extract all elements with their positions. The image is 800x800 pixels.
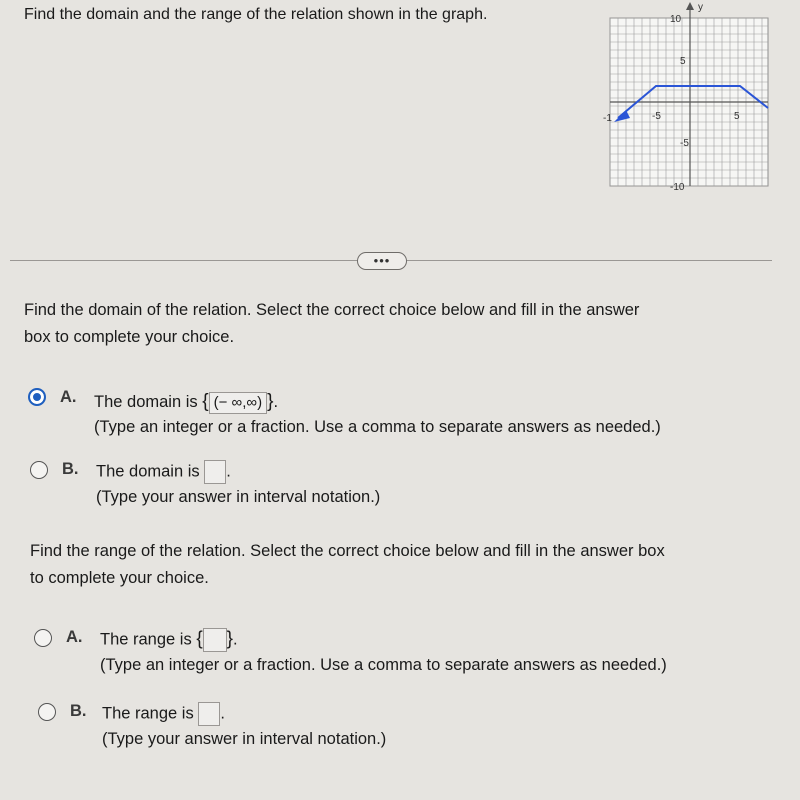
domain-option-a-letter: A.	[60, 388, 77, 406]
range-option-a-hint: (Type an integer or a fraction. Use a comma to separate answers as needed.)	[100, 656, 667, 674]
y-tick-label: 10	[670, 14, 682, 25]
range-option-a-text: The range is	[100, 630, 192, 649]
graph-svg	[603, 0, 772, 193]
y-axis-arrow-icon	[686, 2, 694, 10]
brace-close: }	[267, 391, 274, 412]
x-tick-label: -5	[652, 111, 661, 122]
domain-answer-box[interactable]: (− ∞,∞)	[209, 392, 267, 414]
range-interval-input[interactable]	[198, 702, 220, 726]
y-tick-label: 5	[680, 56, 686, 67]
range-option-b-radio[interactable]	[38, 703, 56, 721]
x-tick-label: 5	[734, 111, 740, 122]
domain-option-a-line	[94, 391, 278, 414]
domain-option-b-text: The domain is	[96, 462, 200, 481]
question-text: Find the domain and the range of the relation shown in the graph.	[24, 6, 488, 23]
range-option-a-radio[interactable]	[34, 629, 52, 647]
domain-option-b-letter: B.	[62, 460, 79, 478]
domain-interval-input[interactable]	[204, 460, 226, 484]
brace-open: {	[202, 391, 209, 412]
range-option-b-letter: B.	[70, 702, 87, 720]
domain-option-b-line	[96, 460, 231, 484]
range-option-a-line	[100, 628, 238, 652]
y-axis-label: y	[698, 2, 703, 13]
more-button[interactable]: •••	[357, 252, 407, 270]
range-option-b-line	[102, 702, 225, 726]
domain-option-a-text: The domain is	[94, 393, 198, 411]
range-prompt	[30, 538, 665, 592]
range-option-a-letter: A.	[66, 628, 83, 646]
range-option-b-text: The range is	[102, 704, 194, 723]
range-answer-box[interactable]	[203, 628, 227, 652]
period: .	[273, 393, 279, 411]
range-prompt-line1: Find the range of the relation. Select the correct choice below and fill in the answer box	[30, 542, 665, 560]
x-left-label: -1	[603, 113, 612, 124]
y-tick-label: -10	[670, 182, 685, 193]
period: .	[226, 462, 231, 481]
brace-open: {	[196, 628, 203, 650]
domain-prompt-line1: Find the domain of the relation. Select the correct choice below and fill in the answer	[24, 301, 640, 319]
domain-option-a-radio[interactable]	[28, 388, 46, 406]
range-prompt-line2: to complete your choice.	[30, 569, 209, 587]
domain-option-b-radio[interactable]	[30, 461, 48, 479]
period: .	[220, 704, 225, 723]
brace-close: }	[226, 628, 234, 650]
y-tick-label: -5	[680, 138, 689, 149]
relation-graph	[603, 0, 772, 193]
domain-option-a-hint: (Type an integer or a fraction. Use a comma to separate answers as needed.)	[94, 418, 661, 436]
domain-option-b-hint: (Type your answer in interval notation.)	[96, 488, 381, 506]
domain-prompt-line2: box to complete your choice.	[24, 328, 235, 346]
period: .	[233, 630, 238, 649]
range-option-b-hint: (Type your answer in interval notation.)	[102, 730, 387, 748]
domain-prompt	[24, 297, 639, 351]
